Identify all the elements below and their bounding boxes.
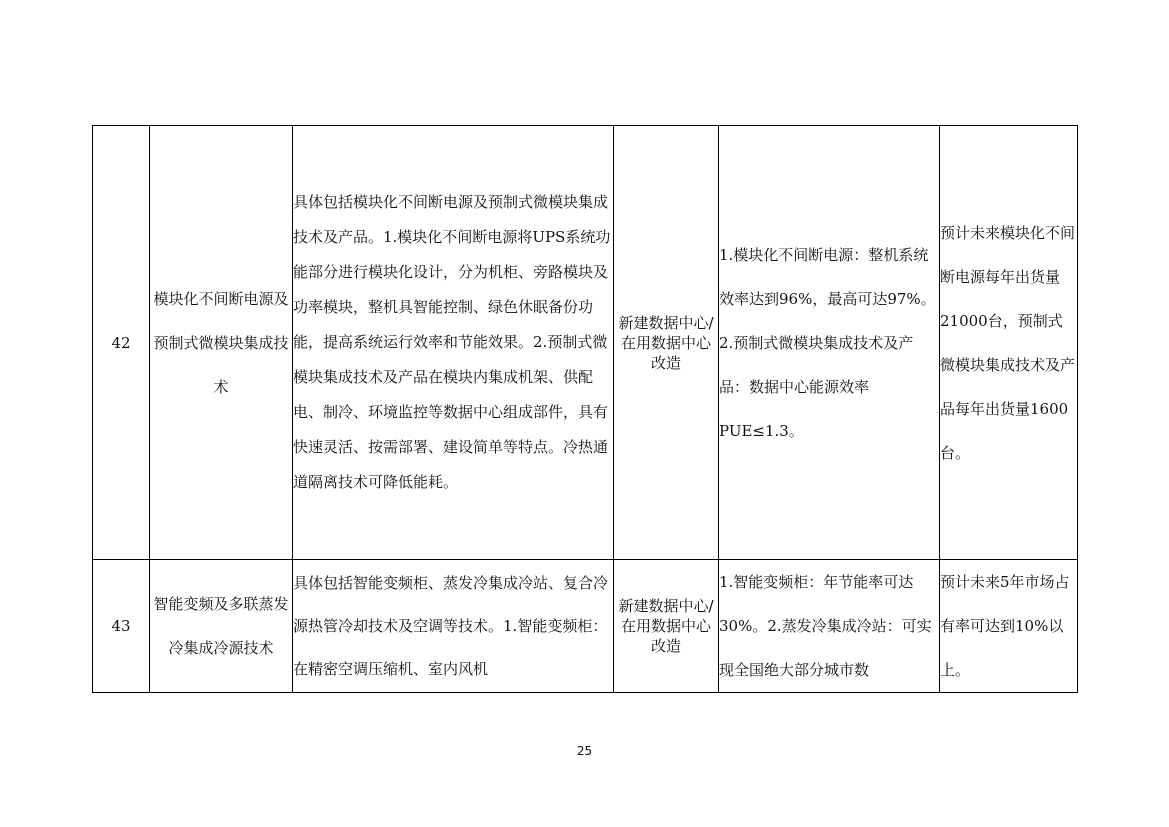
energy-saving-effect: 1.模块化不间断电源：整机系统效率达到96%，最高可达97%。2.预制式微模块集成技术及产品：数据中心能源效率PUE≤1.3。 <box>719 126 940 560</box>
page-number: 25 <box>576 744 593 758</box>
technology-table <box>92 125 1078 693</box>
application-scenario: 新建数据中心/在用数据中心改造 <box>614 126 719 560</box>
technology-description: 具体包括模块化不间断电源及预制式微模块集成技术及产品。1.模块化不间断电源将UPS系统功能部分进行模块化设计，分为机柜、旁路模块及功率模块，整机具智能控制、绿色休眠备份功能，提高系统运行效率和节能效果。2.预制式微模块集成技术及产品在模块内集成机架、供配电、制冷、环境监控等数据中心组成部件，具有快速灵活、按需部署、建设简单等特点。冷热通道隔离技术可降低能耗。 <box>293 126 614 560</box>
technology-name: 模块化不间断电源及预制式微模块集成技术 <box>150 126 293 560</box>
row-number: 43 <box>93 560 150 693</box>
market-forecast: 预计未来模块化不间断电源每年出货量21000台，预制式微模块集成技术及产品每年出货量1600台。 <box>940 126 1078 560</box>
energy-saving-effect: 1.智能变频柜：年节能率可达30%。2.蒸发冷集成冷站：可实现全国绝大部分城市数 <box>719 560 940 693</box>
market-forecast: 预计未来5年市场占有率可达到10%以上。 <box>940 560 1078 693</box>
table-row <box>93 560 1078 693</box>
row-number: 42 <box>93 126 150 560</box>
application-scenario: 新建数据中心/在用数据中心改造 <box>614 560 719 693</box>
table-row <box>93 126 1078 560</box>
technology-description: 具体包括智能变频柜、蒸发冷集成冷站、复合冷源热管冷却技术及空调等技术。1.智能变频柜：在精密空调压缩机、室内风机 <box>293 560 614 693</box>
technology-name: 智能变频及多联蒸发冷集成冷源技术 <box>150 560 293 693</box>
